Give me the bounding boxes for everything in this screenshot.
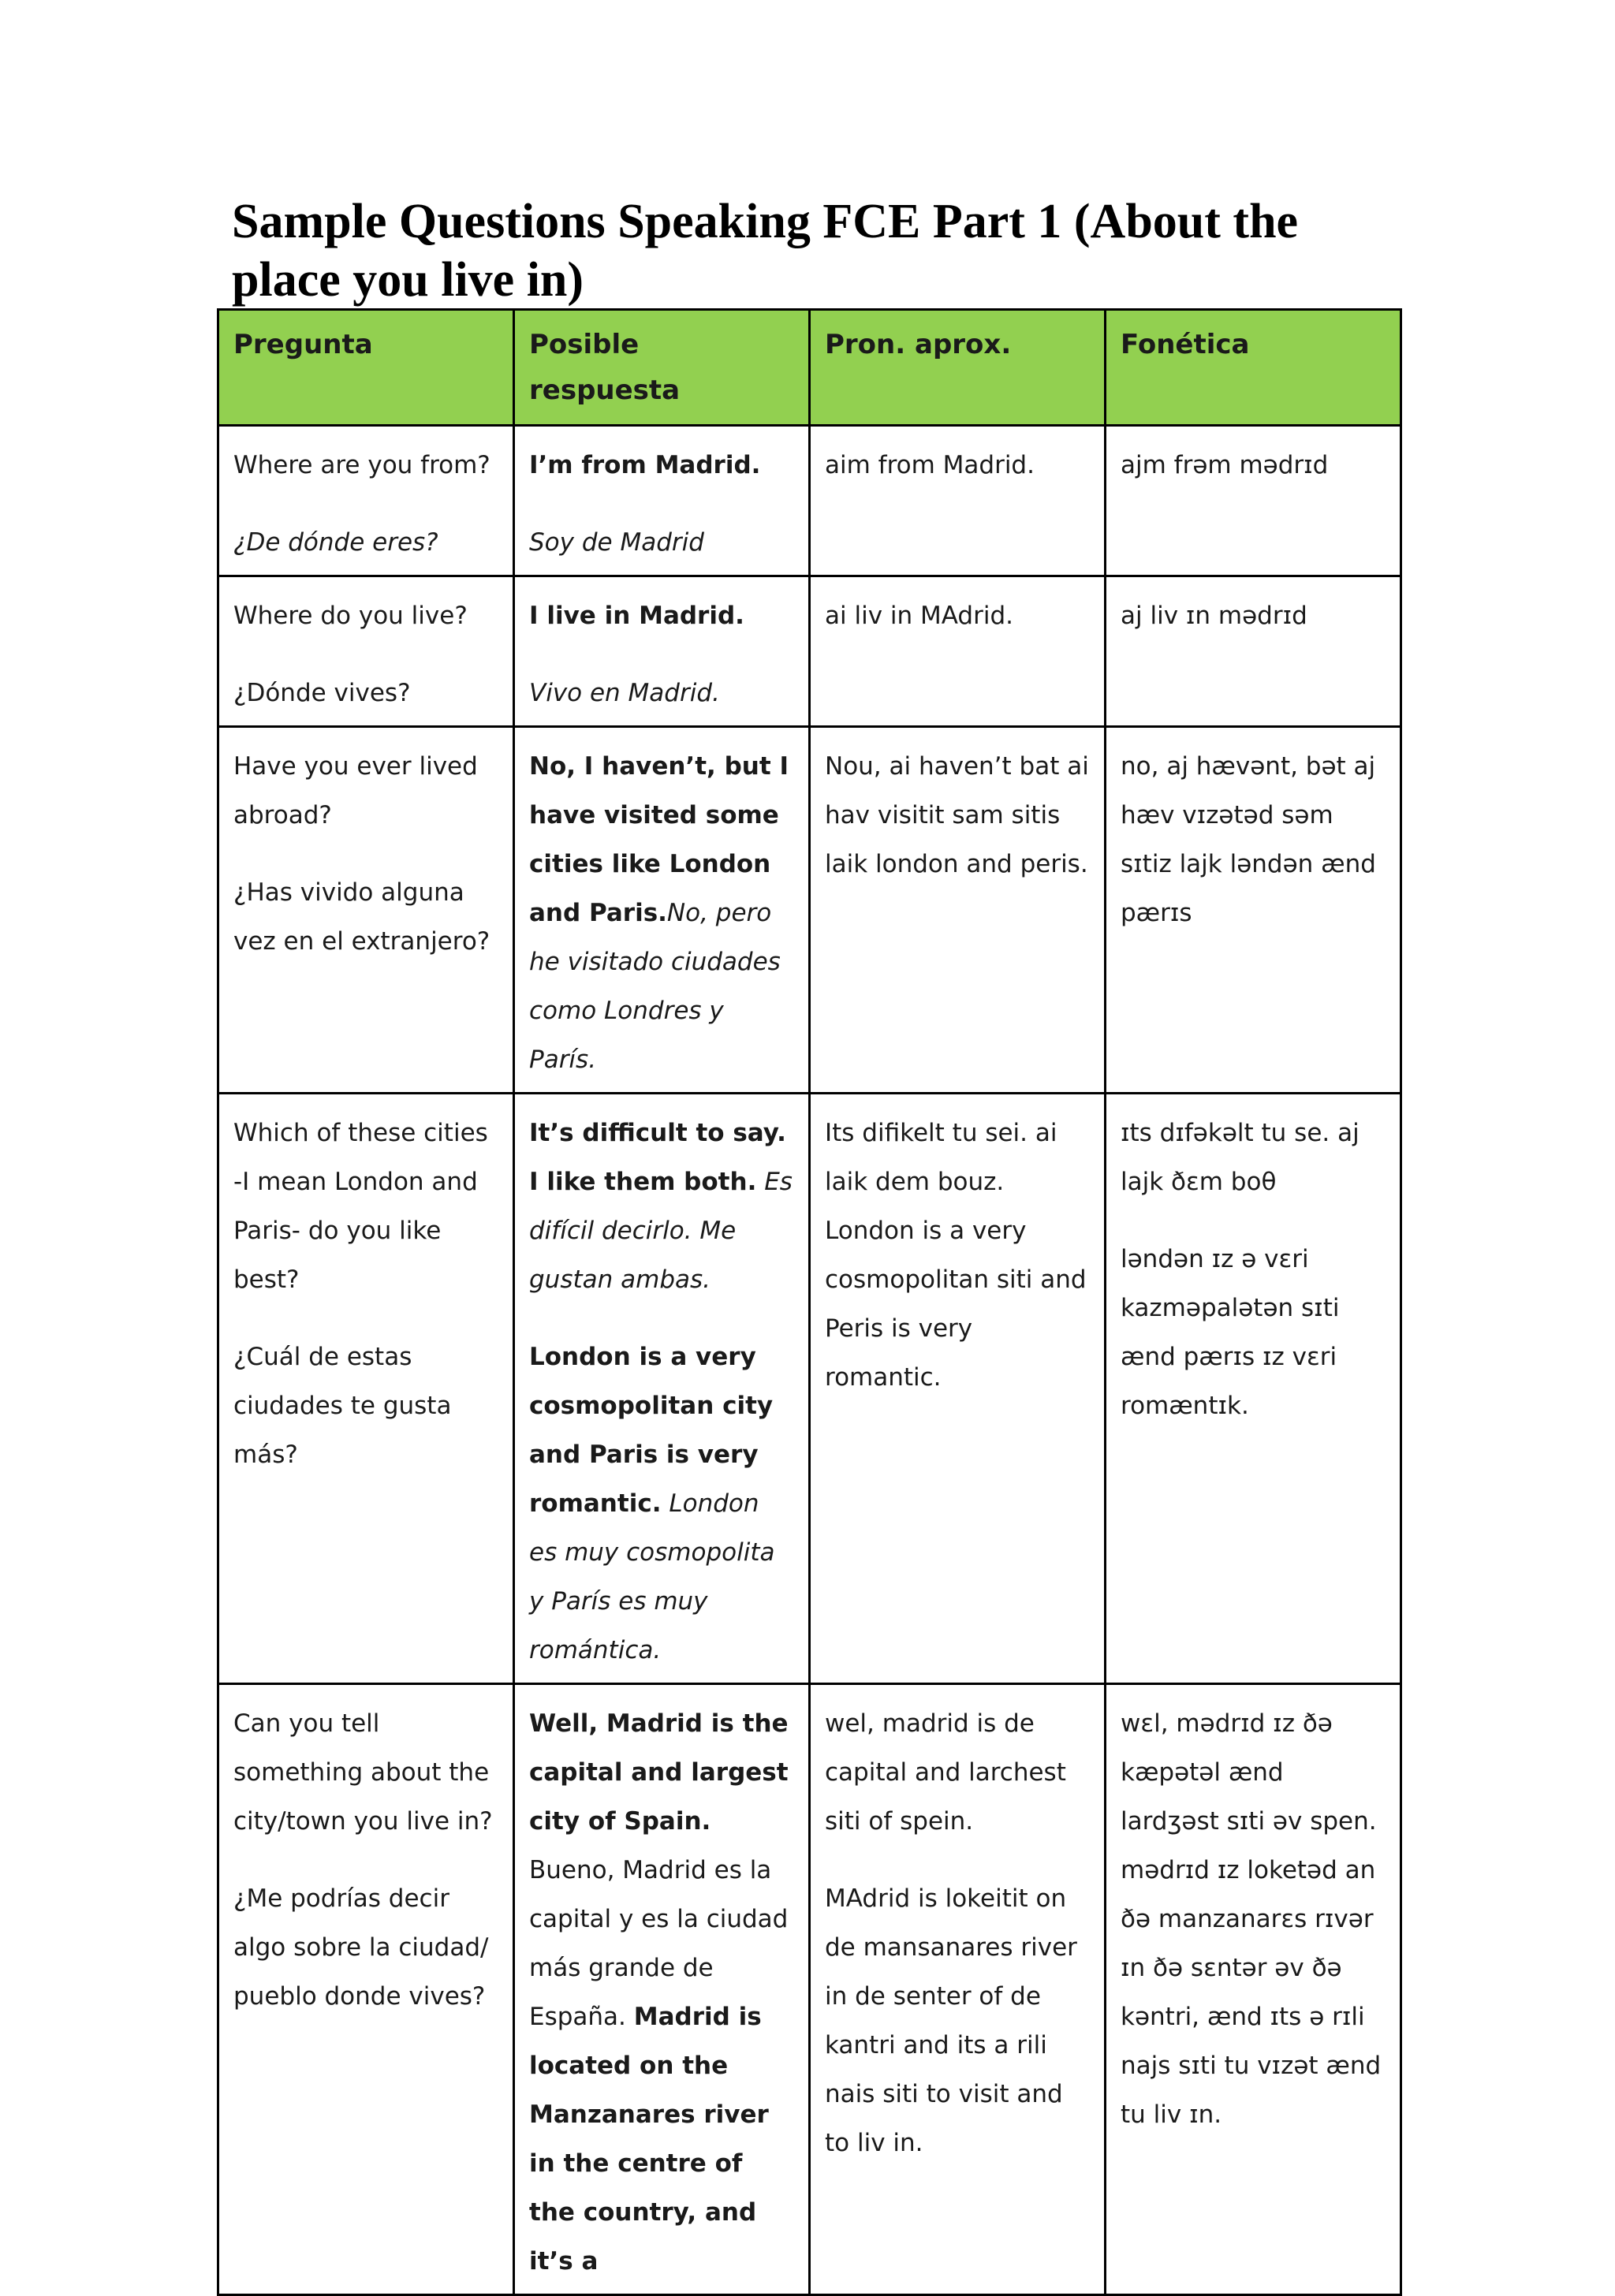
phonetics-text: ɪts dɪfəkəlt tu se. aj lajk ðɛm boθ xyxy=(1121,1119,1360,1196)
answer-block xyxy=(529,1332,794,1675)
header-fonetica: Fonética xyxy=(1106,310,1401,426)
answer-english: I live in Madrid. xyxy=(529,602,744,630)
answer-spanish: Soy de Madrid xyxy=(529,528,704,557)
questions-table xyxy=(217,308,1402,2296)
pronunciation-text: wel, madrid is de capital and larchest siti of spein. xyxy=(825,1709,1066,1836)
phonetics-cell xyxy=(1106,1684,1401,2295)
question-cell xyxy=(218,1684,514,2295)
answer-english: London is a very cosmopolitan city and Paris is very romantic. xyxy=(529,1343,774,1518)
answer-spanish: Bueno, Madrid es la capital y es la ciudad más grande de España. xyxy=(529,1856,789,2031)
phonetics-text: aj liv ɪn mədrɪd xyxy=(1121,602,1307,630)
answer-cell xyxy=(514,727,810,1094)
question-cell xyxy=(218,426,514,576)
question-english: Which of these cities -I mean London and Paris- do you like best? xyxy=(233,1119,488,1294)
question-english: Can you tell something about the city/town you live in? xyxy=(233,1709,493,1836)
answer-english: Well, Madrid is the capital and largest city of Spain. xyxy=(529,1709,789,1836)
header-posible-respuesta: Posible respuesta xyxy=(514,310,810,426)
question-english: Where do you live? xyxy=(233,602,468,630)
pronunciation-text: aim from Madrid. xyxy=(825,451,1035,479)
answer-cell xyxy=(514,1684,810,2295)
answer-block xyxy=(529,742,794,1084)
header-pron-aprox: Pron. aprox. xyxy=(810,310,1106,426)
phonetics-text: ləndən ɪz ə vɛri kazməpalətən sɪti ænd pærɪs ɪz vɛri romæntɪk. xyxy=(1121,1245,1340,1420)
pronunciation-cell xyxy=(810,727,1106,1094)
table-header-row xyxy=(218,310,1401,426)
phonetics-cell xyxy=(1106,727,1401,1094)
pronunciation-text: Nou, ai haven’t bat ai hav visitit sam sitis laik london and peris. xyxy=(825,752,1089,878)
answer-block xyxy=(529,1699,794,2286)
question-cell xyxy=(218,727,514,1094)
pronunciation-cell xyxy=(810,1094,1106,1684)
pronunciation-cell xyxy=(810,576,1106,727)
answer-block xyxy=(529,1109,794,1304)
answer-spanish: Vivo en Madrid. xyxy=(529,679,720,707)
answer-english: I’m from Madrid. xyxy=(529,451,761,479)
phonetics-cell xyxy=(1106,426,1401,576)
answer-english: No, I haven’t, but I have visited some cities like London and Paris. xyxy=(529,752,789,927)
question-spanish: ¿Cuál de estas ciudades te gusta más? xyxy=(233,1343,452,1469)
page-title: Sample Questions Speaking FCE Part 1 (About the place you live in) xyxy=(232,195,1299,307)
pronunciation-cell xyxy=(810,1684,1106,2295)
answer-cell xyxy=(514,1094,810,1684)
question-spanish: ¿Me podrías decir algo sobre la ciudad/ pueblo donde vives? xyxy=(233,1884,489,2011)
pronunciation-text: MAdrid is lokeitit on de mansanares river in de senter of de kantri and its a rili nais siti to visit and to liv in. xyxy=(825,1884,1077,2157)
question-spanish: ¿De dónde eres? xyxy=(233,528,438,557)
question-english: Where are you from? xyxy=(233,451,490,479)
answer-spanish: London es muy cosmopolita y París es muy romántica. xyxy=(529,1489,775,1664)
table-row xyxy=(218,426,1401,576)
phonetics-text: ajm frəm mədrɪd xyxy=(1121,451,1329,479)
question-english: Have you ever lived abroad? xyxy=(233,752,478,829)
answer-spanish: Es difícil decirlo. Me gustan ambas. xyxy=(529,1168,793,1294)
phonetics-cell xyxy=(1106,576,1401,727)
table-row xyxy=(218,576,1401,727)
phonetics-cell xyxy=(1106,1094,1401,1684)
table-row xyxy=(218,1094,1401,1684)
header-pregunta: Pregunta xyxy=(218,310,514,426)
pronunciation-text: Its difikelt tu sei. ai laik dem bouz. London is a very cosmopolitan siti and Peris is very romantic. xyxy=(825,1119,1087,1392)
question-cell xyxy=(218,576,514,727)
question-cell xyxy=(218,1094,514,1684)
table-row xyxy=(218,727,1401,1094)
phonetics-text: wɛl, mədrɪd ɪz ðə kæpətəl ænd lardʒəst sɪti əv spen. mədrɪd ɪz loketəd an ðə manzanarɛs rɪvər ɪn ðə sɛntər əv ðə kəntri, ænd ɪts ə rɪli najs sɪti tu vɪzət ænd tu liv ɪn. xyxy=(1121,1709,1382,2129)
answer-english: It’s difficult to say. I like them both. xyxy=(529,1119,786,1196)
answer-english: Madrid is located on the Manzanares river in the centre of the country, and it’s a xyxy=(529,2003,769,2276)
question-spanish: ¿Dónde vives? xyxy=(233,679,411,707)
question-spanish: ¿Has vivido alguna vez en el extranjero? xyxy=(233,878,490,956)
answer-spanish: No, pero he visitado ciudades como Londres y París. xyxy=(529,899,781,1074)
pronunciation-text: ai liv in MAdrid. xyxy=(825,602,1013,630)
answer-cell xyxy=(514,426,810,576)
pronunciation-cell xyxy=(810,426,1106,576)
table-row xyxy=(218,1684,1401,2295)
phonetics-text: no, aj hævənt, bət aj hæv vɪzətəd səm sɪtiz lajk ləndən ænd pærɪs xyxy=(1121,752,1376,927)
answer-cell xyxy=(514,576,810,727)
